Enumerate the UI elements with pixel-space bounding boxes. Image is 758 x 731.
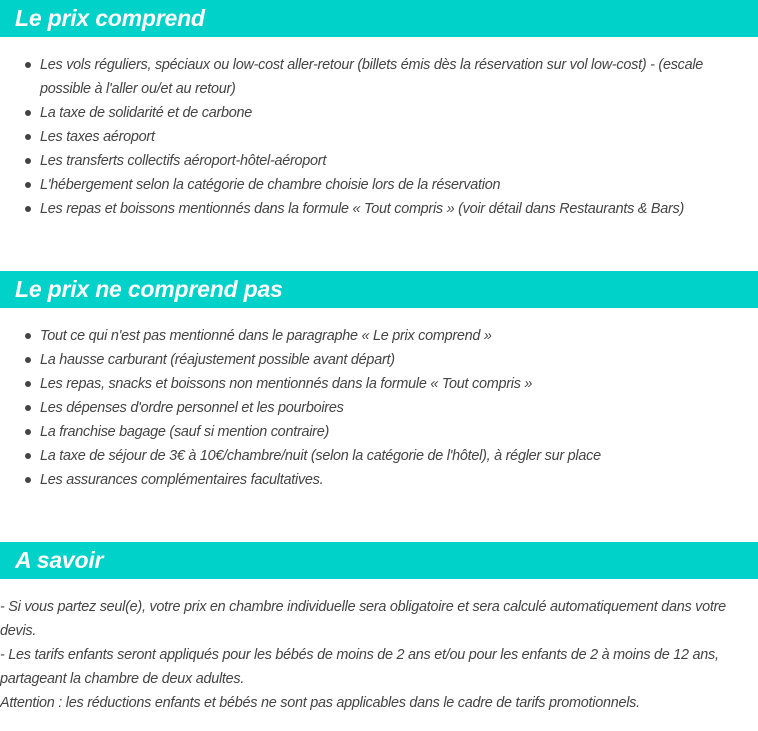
paragraph-single-traveler: - Si vous partez seul(e), votre prix en chambre individuelle sera obligatoire et sera calculé automatiquement dans votre devis.: [0, 599, 726, 639]
list-item-text: Les dépenses d'ordre personnel et les pourboires: [40, 400, 344, 416]
bullet-icon: [25, 477, 31, 483]
section-header-prix-comprend: Le prix comprend: [0, 0, 758, 37]
bullet-icon: [25, 182, 31, 188]
bullet-icon: [25, 134, 31, 140]
list-item: [0, 197, 758, 221]
a-savoir-text: [0, 595, 758, 715]
bullet-icon: [25, 333, 31, 339]
list-item-text: Tout ce qui n'est pas mentionné dans le paragraphe « Le prix comprend »: [40, 328, 492, 344]
list-item: [0, 348, 758, 372]
list-item: [0, 149, 758, 173]
list-item: [0, 53, 758, 101]
list-item-text: Les transferts collectifs aéroport-hôtel-aéroport: [40, 153, 327, 169]
bullet-icon: [25, 158, 31, 164]
excluded-list: [0, 324, 758, 492]
bullet-icon: [25, 206, 31, 212]
list-item-text: Les assurances complémentaires facultatives.: [40, 472, 324, 488]
bullet-icon: [25, 62, 31, 68]
section-header-a-savoir: A savoir: [0, 542, 758, 579]
section-header-prix-ne-comprend-pas: Le prix ne comprend pas: [0, 271, 758, 308]
list-item: [0, 372, 758, 396]
paragraph-child-rates: - Les tarifs enfants seront appliqués pour les bébés de moins de 2 ans et/ou pour les enfants de 2 à moins de 12 ans, partageant la chambre de deux adultes.: [0, 647, 719, 687]
list-item: [0, 444, 758, 468]
list-item-text: Les repas, snacks et boissons non mentionnés dans la formule « Tout compris »: [40, 376, 533, 392]
bullet-icon: [25, 429, 31, 435]
included-list: [0, 53, 758, 221]
bullet-icon: [25, 453, 31, 459]
list-item: [0, 468, 758, 492]
list-item: [0, 396, 758, 420]
bullet-icon: [25, 405, 31, 411]
list-item-text: Les vols réguliers, spéciaux ou low-cost aller-retour (billets émis dès la réservation sur vol low-cost) - (escale possible à l'aller ou/et au retour): [40, 57, 704, 97]
bullet-icon: [25, 381, 31, 387]
list-item: [0, 101, 758, 125]
list-item-text: La taxe de séjour de 3€ à 10€/chambre/nuit (selon la catégorie de l'hôtel), à régler sur place: [40, 448, 601, 464]
list-item-text: Les taxes aéroport: [40, 129, 155, 145]
list-item-text: L'hébergement selon la catégorie de chambre choisie lors de la réservation: [40, 177, 501, 193]
list-item-text: La taxe de solidarité et de carbone: [40, 105, 253, 121]
list-item: [0, 324, 758, 348]
list-item: [0, 173, 758, 197]
bullet-icon: [25, 357, 31, 363]
list-item-text: La franchise bagage (sauf si mention contraire): [40, 424, 330, 440]
list-item-text: La hausse carburant (réajustement possible avant départ): [40, 352, 395, 368]
paragraph-attention: Attention : les réductions enfants et bébés ne sont pas applicables dans le cadre de tarifs promotionnels.: [0, 695, 640, 711]
list-item: [0, 420, 758, 444]
bullet-icon: [25, 110, 31, 116]
list-item-text: Les repas et boissons mentionnés dans la formule « Tout compris » (voir détail dans Restaurants & Bars): [40, 201, 685, 217]
list-item: [0, 125, 758, 149]
